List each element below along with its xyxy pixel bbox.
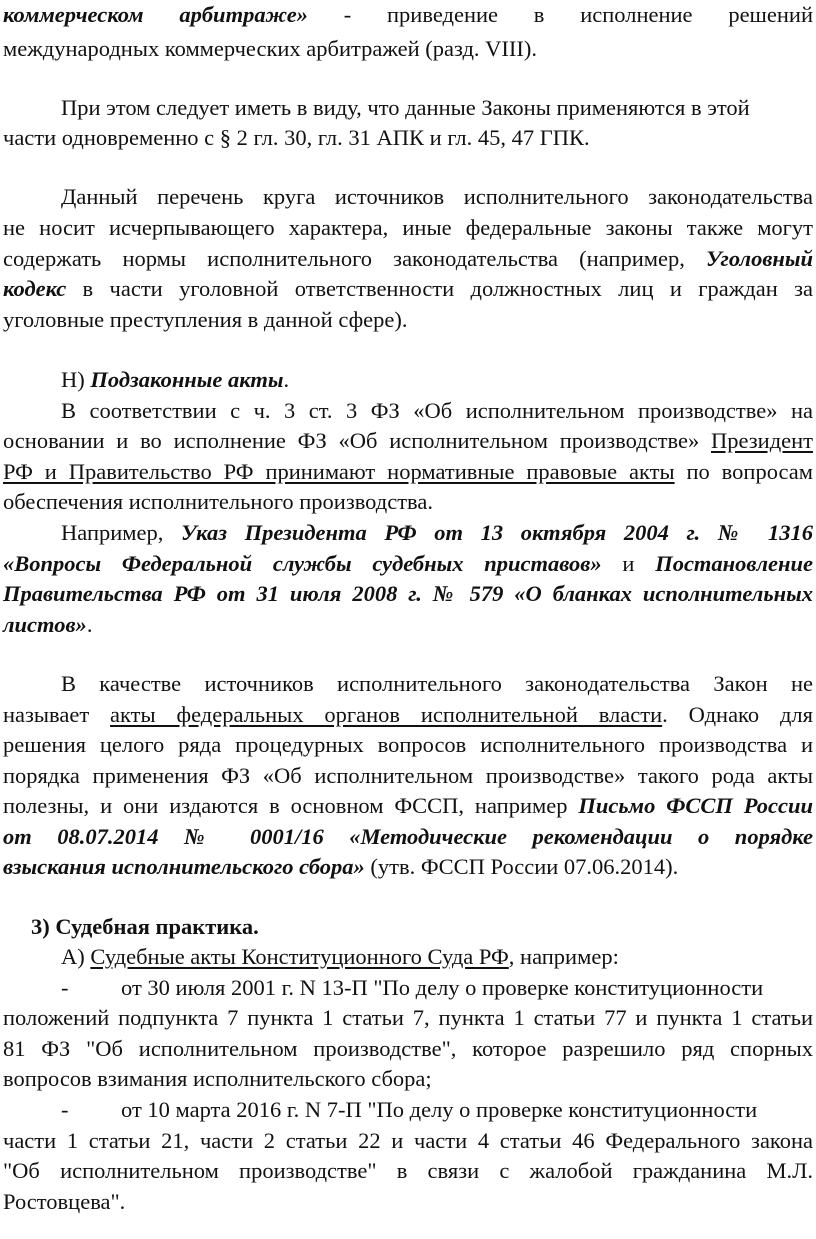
decree-title-fragment: «Вопросы Федеральной службы судебных приставов» [3,551,602,576]
paragraph-line: от 08.07.2014 № 0001/16 «Методические рекомендации о порядке [3,824,813,849]
paragraph-line [3,457,813,487]
text-fragment: . Однако для [662,702,813,727]
paragraph-line [3,274,813,304]
paragraph-line: Данный перечень круга источников исполнительного законодательства [61,184,813,209]
paragraph-line: В соответствии с ч. 3 ст. 3 ФЗ «Об исполнительном производстве» на [61,398,813,423]
code-title-fragment: Уголовный [706,246,813,271]
underlined-fragment: акты федеральных органов исполнительной власти [110,702,663,727]
code-title-fragment: кодекс [3,276,67,301]
text-fragment: содержать нормы исполнительного законодательства (например, [3,246,706,271]
section-heading-case-law: 3) Судебная практика. [31,914,259,939]
paragraph-line: части одновременно с § 2 гл. 30, гл. 31 АПК и гл. 45, 47 ГПК. [3,125,590,150]
text-fragment: от 30 июля 2001 г. N 13-П "По делу о проверке конституционности [121,975,764,1000]
paragraph-line: Ростовцева". [3,1189,126,1214]
subheading-suffix: . [283,367,290,392]
letter-title-fragment: Письмо ФССП России [578,793,813,818]
paragraph-line: порядка применения ФЗ «Об исполнительном производстве» такого рода акты [3,763,813,788]
law-title-fragment: коммерческом арбитраже» [3,2,308,27]
text-fragment: называет [3,702,111,727]
list-dash: - [61,975,69,1000]
underlined-fragment: Судебные акты Конституционного Суда РФ [90,944,509,969]
paragraph-line: Правительства РФ от 31 июля 2008 г. № 579 «О бланках исполнительных [3,581,813,606]
paragraph-line: международных коммерческих арбитражей (разд. VIII). [3,36,538,61]
text-fragment: - приведение в исполнение решений [307,2,813,27]
subheading-bylaws [61,365,813,395]
paragraph-line [3,791,813,821]
decree-title-fragment: листов» [3,612,87,637]
list-item [61,1095,813,1125]
text-fragment: Например, [61,520,181,545]
text-fragment: А) [61,944,91,969]
text-fragment: по вопросам [674,459,813,484]
text-fragment: (утв. ФССП России 07.06.2014). [364,854,679,879]
paragraph-line: 81 ФЗ "Об исполнительном производстве", которое разрешило ряд спорных [3,1036,813,1061]
paragraph-line: части 1 статьи 21, части 2 статьи 22 и части 4 статьи 46 Федерального закона [3,1128,813,1153]
decree-title-fragment: Указ Президента РФ от 13 октября 2004 г. № 1316 [181,520,813,545]
text-fragment: . [86,612,93,637]
paragraph-line: "Об исполнительном производстве" в связи с жалобой гражданина М.Л. [3,1158,813,1183]
text-fragment: , например: [508,944,619,969]
paragraph-line [61,518,813,548]
text-fragment: полезны, и они издаются в основном ФССП, например [3,793,579,818]
paragraph-line: При этом следует иметь в виду, что данные Законы применяются в этой [61,95,750,120]
letter-title-fragment: взыскания исполнительского сбора» [3,854,365,879]
text-fragment: основании и во исполнение ФЗ «Об исполнительном производстве» [3,428,711,453]
list-item [61,973,813,1003]
paragraph-line: В качестве источников исполнительного законодательства Закон не [61,671,813,696]
underlined-fragment: РФ и Правительство РФ принимают нормативные правовые акты [3,459,675,484]
paragraph-line [3,610,813,640]
paragraph-line: положений подпункта 7 пункта 1 статьи 7, пункта 1 статьи 77 и пункта 1 статьи [3,1005,813,1030]
paragraph-line [3,549,813,579]
subheading-prefix: Н) [61,367,91,392]
paragraph-line: решения целого ряда процедурных вопросов исполнительного производства и [3,732,813,757]
underlined-fragment: Президент [711,428,813,453]
paragraph-line [3,0,813,30]
paragraph-line [3,426,813,456]
paragraph-line: не носит исчерпывающего характера, иные федеральные законы также могут [3,215,813,240]
paragraph-line: вопросов взимания исполнительского сбора; [3,1066,432,1091]
list-dash: - [61,1097,69,1122]
paragraph-line [61,942,813,972]
text-fragment: в части уголовной ответственности должностных лиц и граждан за [66,276,813,301]
paragraph-line [3,852,813,882]
paragraph-line [3,244,813,274]
text-fragment: от 10 марта 2016 г. N 7-П "По делу о проверке конституционности [121,1097,758,1122]
paragraph-line: уголовные преступления в данной сфере). [3,307,408,332]
decree-title-fragment: Постановление [655,551,813,576]
subheading-title: Подзаконные акты [90,367,284,392]
text-fragment: и [601,551,656,576]
paragraph-line [3,700,813,730]
paragraph-line: обеспечения исполнительного производства. [3,489,433,514]
